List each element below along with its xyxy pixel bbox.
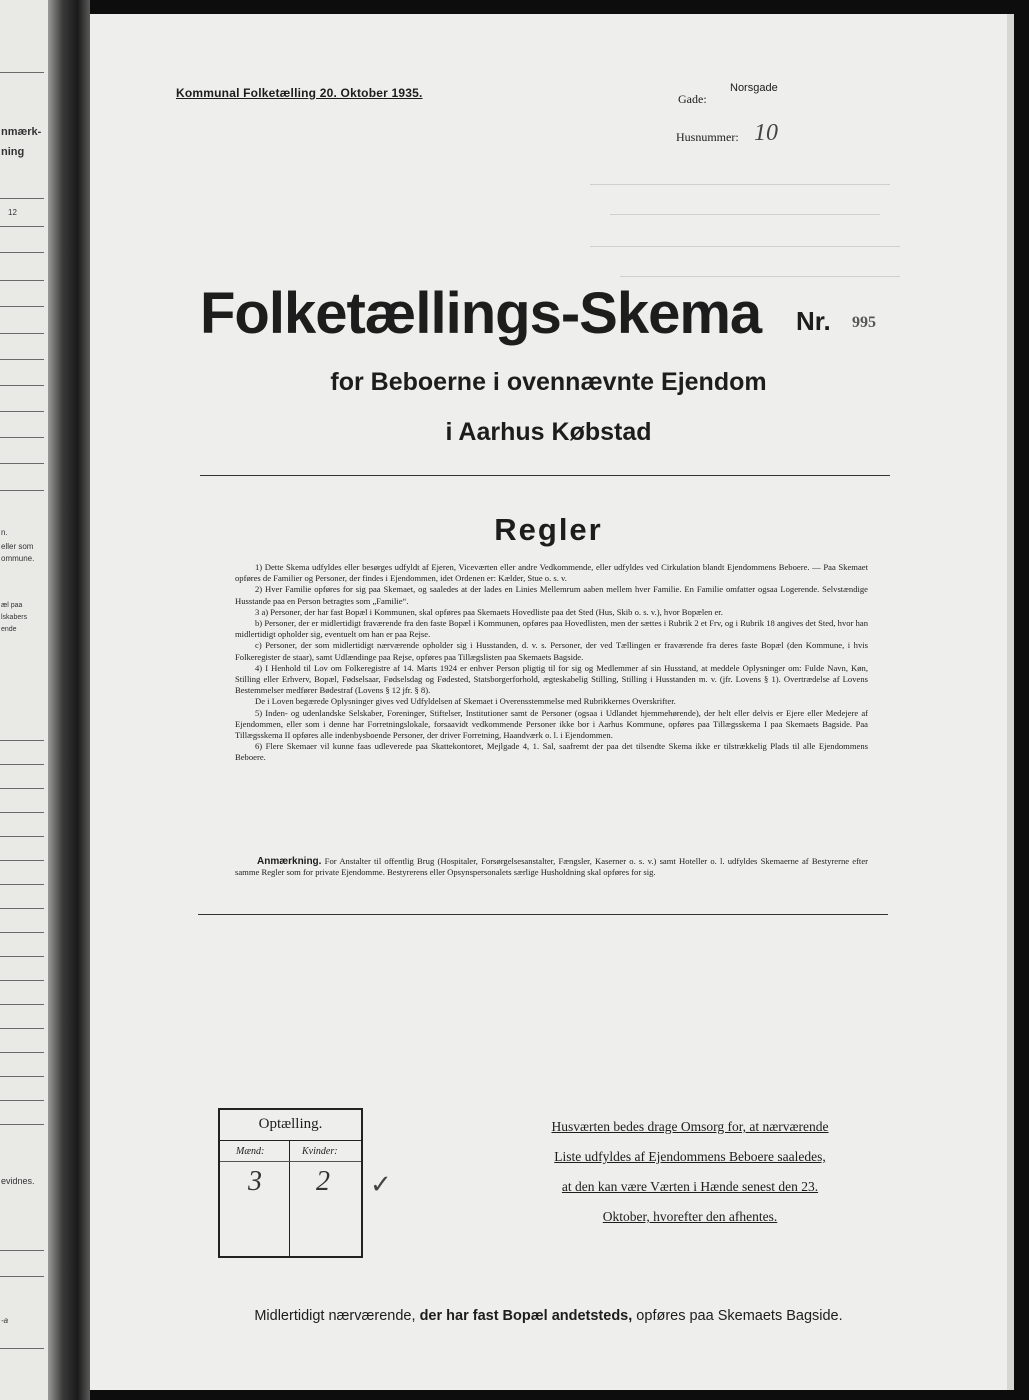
ruled-line — [0, 1124, 44, 1125]
rules-body — [235, 562, 868, 764]
rules-heading: Regler — [494, 512, 603, 547]
left-page-text: æl paa — [1, 602, 23, 609]
count-box-rule — [220, 1140, 361, 1141]
rule-paragraph: 2) Hver Familie opføres for sig paa Skemaet, og saaledes at der lades en Linies Mellemrum aaben mellem hver Familie. En Familie omfatter ogsaa Logerende. Selvstændige Husstande paa en Person betragtes som „Familie“. — [235, 584, 868, 606]
remark-label: Anmærkning. — [257, 856, 322, 867]
ruled-line — [0, 333, 44, 334]
women-count: 2 — [316, 1166, 330, 1197]
ruled-line — [0, 908, 44, 909]
left-page-text: n. — [1, 528, 8, 537]
footer-text: opføres paa Skemaets Bagside. — [632, 1308, 843, 1324]
ruled-line — [0, 980, 44, 981]
bleed-through-mark — [590, 184, 890, 185]
rule-paragraph: 3 a) Personer, der har fast Bopæl i Kommunen, skal opføres paa Skemaets Hovedliste paa det Sted (Hus, Skib o. s. v.), hvor Bopælen er. — [255, 606, 723, 617]
ruled-line — [0, 226, 44, 227]
street-label: Gade: — [678, 92, 707, 106]
remark-paragraph — [235, 856, 868, 878]
ruled-line — [0, 1004, 44, 1005]
left-page-text: evidnes. — [1, 1176, 35, 1186]
check-mark-icon: ✓ — [370, 1170, 392, 1199]
form-subtitle: for Beboerne i ovennævnte Ejendom — [330, 368, 767, 396]
census-header: Kommunal Folketælling 20. Oktober 1935. — [176, 86, 423, 100]
rule-paragraph: 4) I Henhold til Lov om Folkeregistre af 14. Marts 1924 er enhver Person pligtig til for sig og Medlemmer af sin Husstand, at meddele Oplysninger om: Fulde Navn, Køn, Stilling eller Erhverv, Bopæl, Fødselsaar, Fødselsdag og Fødested, Statsborgerforhold, ægteskabelig Stilling, Stilling i Husstanden m. v. (jfr. Lovens § 1). Overtrædelse af Lovens Bestemmelser medfører Bødestraf (Lovens § 12 jfr. § 8). — [235, 662, 868, 696]
left-page-text: 12 — [8, 208, 17, 217]
ruled-line — [0, 1052, 44, 1053]
ruled-line — [0, 280, 44, 281]
street-value: Norsgade — [730, 82, 778, 94]
rule-paragraph: c) Personer, der som midlertidigt nærværende opholder sig i Husstanden, d. v. s. Personer, der ved Tællingen er fraværende fra deres faste Bopæl (den Kommune, i hvis Folkeregister de staar), samt Udlændinge paa Rejse, opføres paa Tillægslisten paa Skemaets Bagside. — [235, 640, 868, 662]
count-box-rule — [220, 1161, 361, 1162]
bleed-through-mark — [620, 276, 900, 277]
instruction-line: Liste udfyldes af Ejendommens Beboere saaledes, — [554, 1149, 826, 1164]
rule-paragraph: 5) Inden- og udenlandske Selskaber, Foreninger, Stiftelser, Institutioner samt de Personer (ogsaa i Udlandet hjemmehørende), der helt eller delvis er Ejere eller Medejere af Ejendommen, eller som i denne har Forretningslokale, forsaavidt vedkommende Personer ikke bor i Aarhus Kommune, opføres paa Tillægsskema I paa Skemaets Bagside. Paa Tillægsskema II opføres alle indenbysboende Personer, der driver Forretning, Haandværk o. l. i Ejendommen. — [235, 707, 868, 741]
count-box-title: Optælling. — [258, 1116, 323, 1132]
ruled-line — [0, 884, 44, 885]
men-count: 3 — [248, 1166, 262, 1197]
census-form-page — [90, 14, 1007, 1390]
left-page-text: ning — [1, 146, 25, 158]
ruled-line — [0, 1348, 44, 1349]
instruction-line: at den kan være Værten i Hænde senest den 23. — [561, 1179, 819, 1194]
bleed-through-mark — [610, 214, 880, 215]
divider — [200, 475, 890, 476]
left-page-text: lskabers — [1, 614, 28, 621]
men-column-header: Mænd: — [236, 1146, 265, 1157]
ruled-line — [0, 956, 44, 957]
form-number-label: Nr. — [796, 306, 831, 336]
left-page-text: nmærk- — [1, 126, 42, 138]
ruled-line — [0, 1276, 44, 1277]
footer-text: Midlertidigt nærværende, — [254, 1308, 420, 1324]
form-title: Folketællings-Skema — [200, 281, 762, 346]
ruled-line — [0, 836, 44, 837]
page-edge — [1007, 14, 1014, 1390]
house-number-value: 10 — [754, 120, 778, 146]
ruled-line — [0, 860, 44, 861]
bleed-through-mark — [590, 246, 900, 247]
ruled-line — [0, 1100, 44, 1101]
rule-paragraph: 6) Flere Skemaer vil kunne faas udleverede paa Skattekontoret, Mejlgade 4, 1. Sal, saafremt der paa det tilsendte Skema ikke er tilstrækkelig Plads til alle Ejendommens Beboere. — [235, 741, 868, 763]
rule-paragraph: De i Loven begærede Oplysninger gives ved Udfyldelsen af Skemaet i Overensstemmelse med Rubrikkernes Overskrifter. — [255, 696, 676, 707]
ruled-line — [0, 252, 44, 253]
ruled-line — [0, 385, 44, 386]
ruled-line — [0, 198, 44, 199]
rule-paragraph: b) Personer, der er midlertidigt fraværende fra den faste Bopæl i Kommunen, opføres paa Hovedlisten, men der sættes i Rubrik 2 et Frv, og i Rubrik 18 angives det Sted, hvor han midlertidigt opholder sig, eventuelt om han er paa Rejse. — [235, 618, 868, 640]
ruled-line — [0, 788, 44, 789]
house-number-label: Husnummer: — [676, 130, 739, 144]
left-page-text: -a — [1, 1316, 9, 1325]
rule-paragraph: 1) Dette Skema udfyldes eller besørges udfyldt af Ejeren, Viceværten eller andre Vedkommende, eller udfyldes ved Cirkulation blandt Ejendommens Beboere. — Paa Skemaet opføres de Familier og Personer, der findes i Ejendommen, idet Ordenen er: Kælder, Stue o. s. v. — [235, 562, 868, 584]
form-number-value: 995 — [852, 314, 876, 331]
left-page-text: eller som — [1, 542, 34, 551]
landlord-instruction — [520, 1112, 860, 1232]
footer-note — [90, 1308, 1007, 1324]
ruled-line — [0, 764, 44, 765]
instruction-line: Husværten bedes drage Omsorg for, at nærværende — [551, 1119, 829, 1134]
left-page-fragment — [0, 0, 48, 1400]
ruled-line — [0, 1250, 44, 1251]
form-subtitle: i Aarhus Købstad — [445, 418, 652, 446]
instruction-line: Oktober, hvorefter den afhentes. — [602, 1209, 778, 1224]
ruled-line — [0, 932, 44, 933]
left-page-text: ommune. — [1, 554, 35, 563]
ruled-line — [0, 72, 44, 73]
ruled-line — [0, 740, 44, 741]
women-column-header: Kvinder: — [302, 1146, 338, 1157]
divider — [198, 914, 888, 915]
ruled-line — [0, 1028, 44, 1029]
ruled-line — [0, 490, 44, 491]
footer-text-bold: der har fast Bopæl andetsteds, — [419, 1308, 633, 1324]
ruled-line — [0, 359, 44, 360]
ruled-line — [0, 437, 44, 438]
remark-text: For Anstalter til offentlig Brug (Hospitaler, Forsørgelsesanstalter, Fængsler, Kaserner o. s. v.) samt Hoteller o. l. udfyldes Skemaerne af Bestyrerne efter samme Regler som for private Ejendomme. Bestyrerens eller Opsynspersonalets særlige Husholdning skal opføres for sig. — [235, 856, 868, 878]
ruled-line — [0, 463, 44, 464]
count-box-column-divider — [289, 1141, 290, 1256]
ruled-line — [0, 1076, 44, 1077]
ruled-line — [0, 411, 44, 412]
ruled-line — [0, 306, 44, 307]
book-gutter — [48, 0, 90, 1400]
left-page-text: ende — [1, 626, 17, 633]
count-box — [218, 1108, 363, 1258]
ruled-line — [0, 812, 44, 813]
